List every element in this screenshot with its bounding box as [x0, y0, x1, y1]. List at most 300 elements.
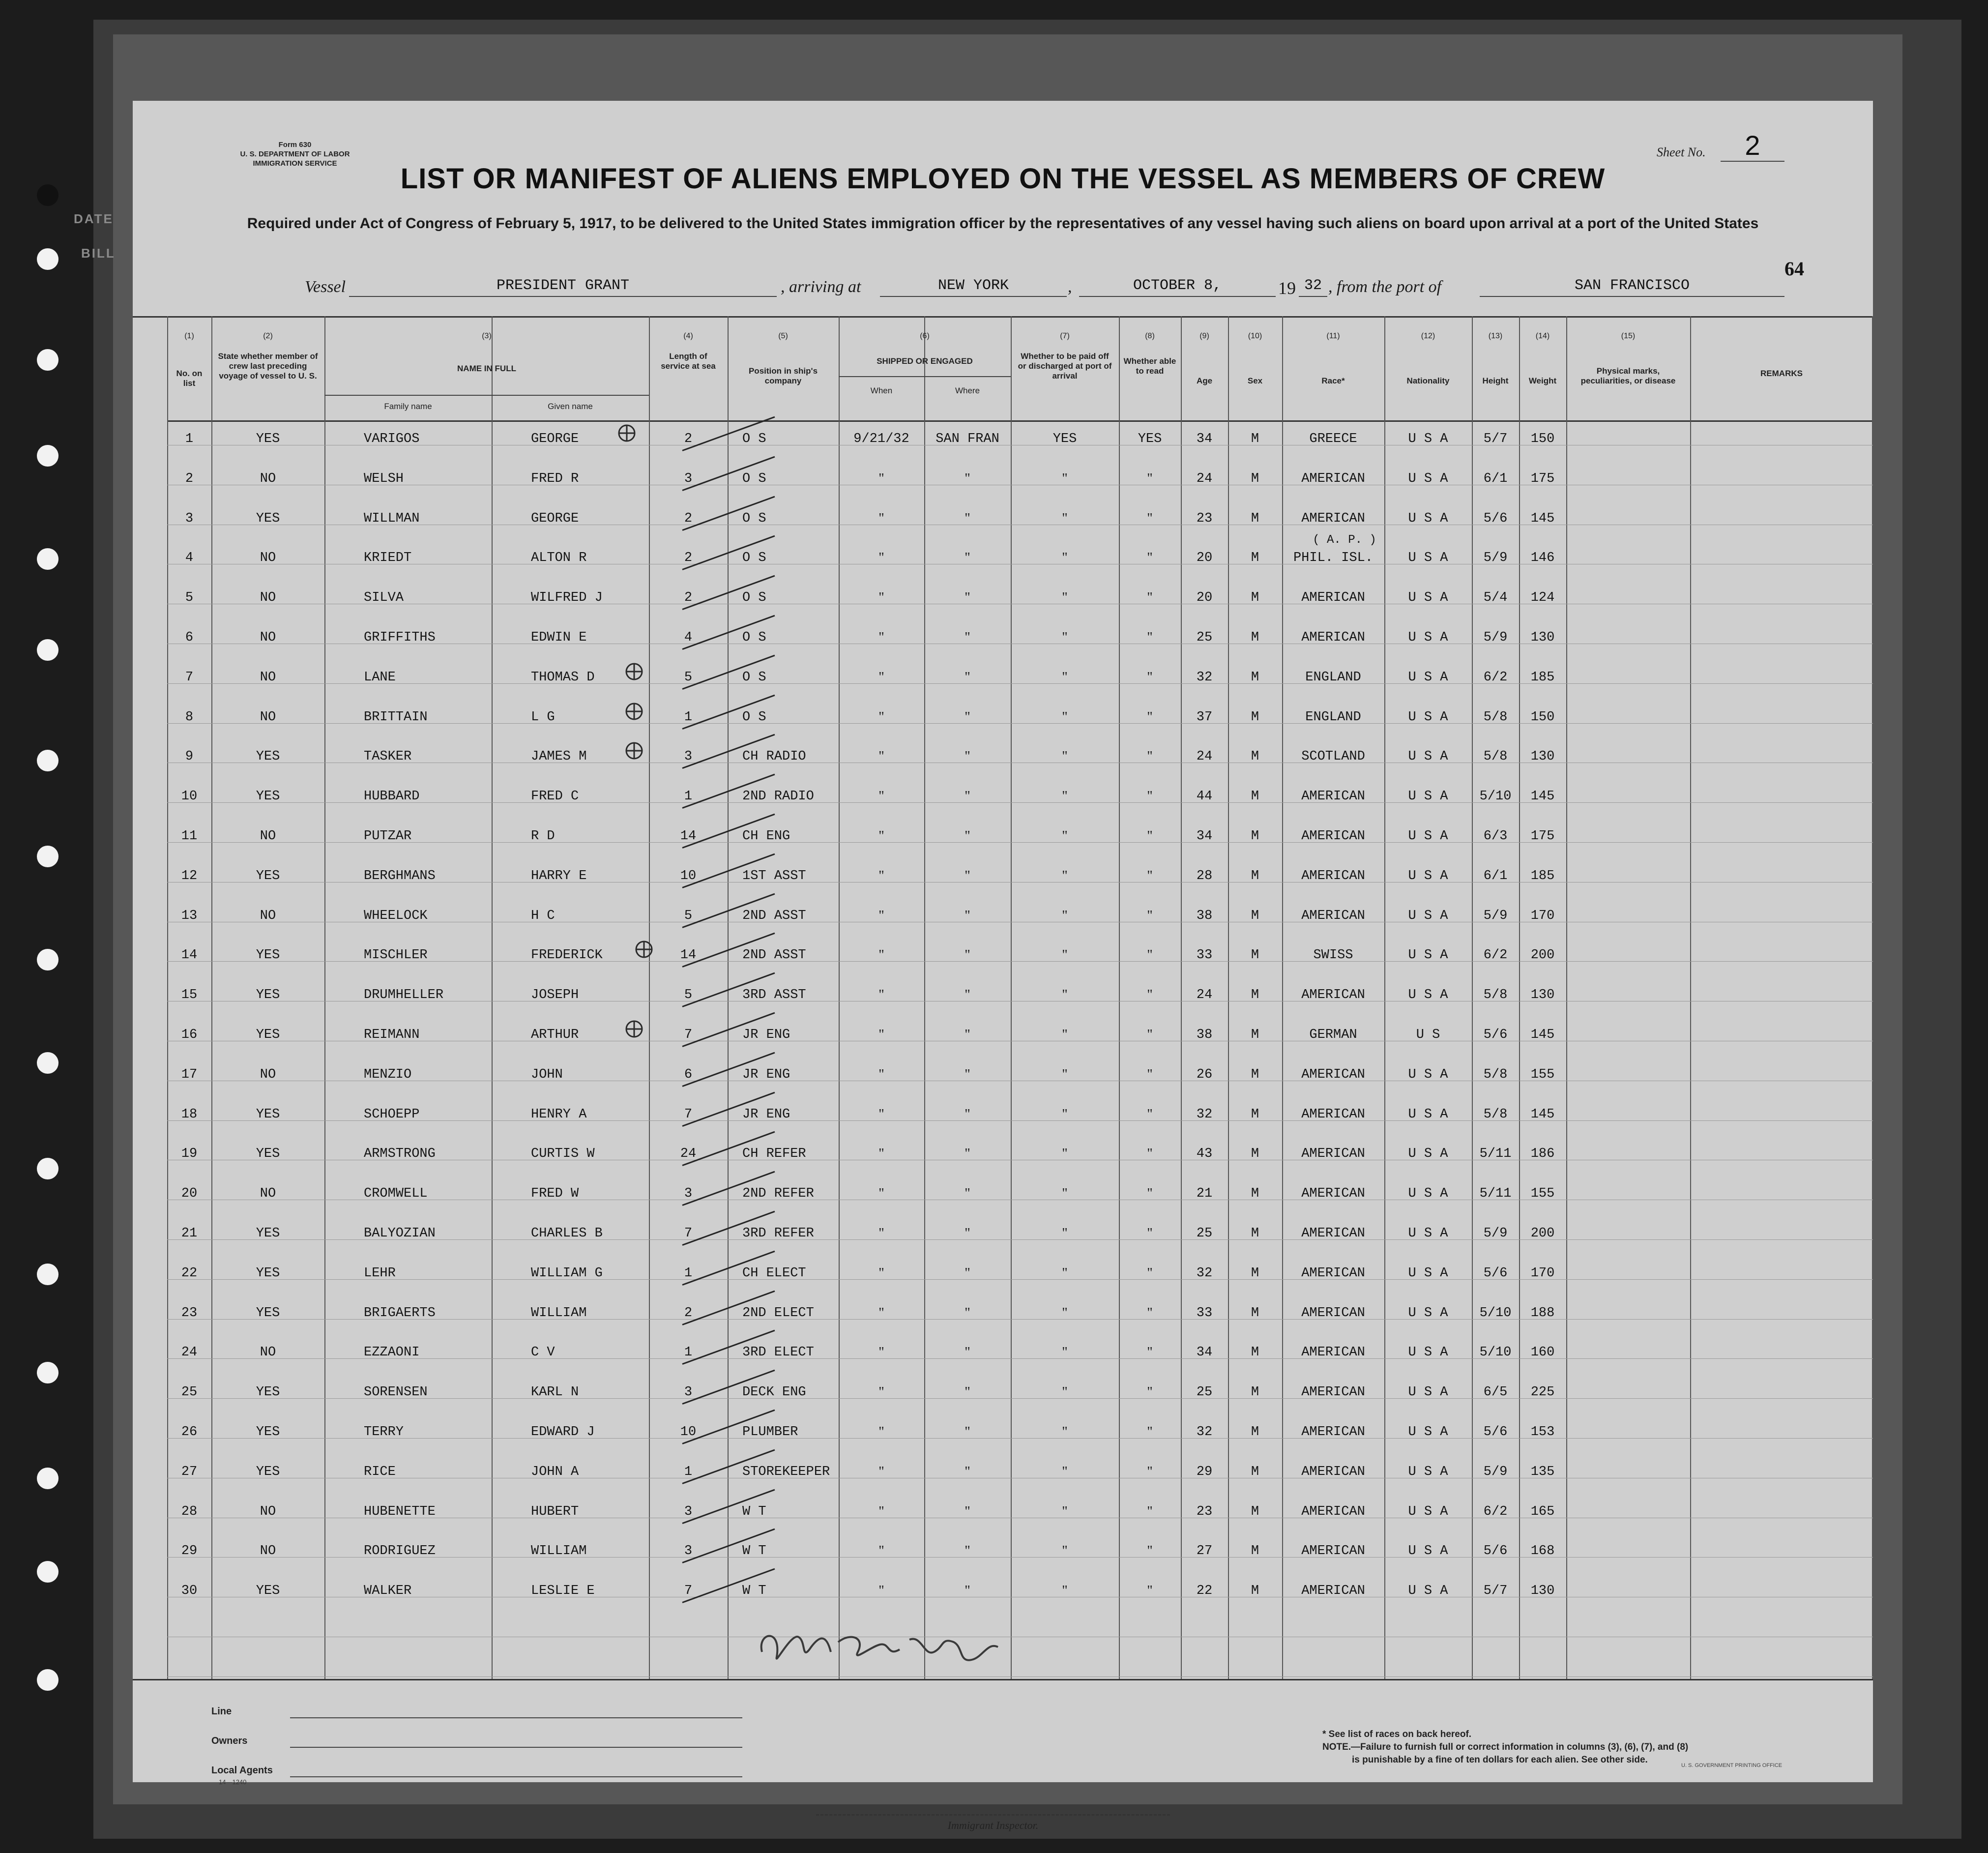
cell-service: 2: [684, 511, 693, 526]
cell-age: 32: [1196, 1107, 1213, 1122]
binder-hole: [37, 445, 58, 467]
cell-paid: ": [1062, 908, 1068, 923]
cell-paid: ": [1062, 709, 1068, 725]
cell-service: 6: [684, 1067, 693, 1082]
cell-family: HUBBARD: [364, 789, 420, 804]
cell-height: 6/1: [1483, 471, 1508, 486]
cell-service: 1: [684, 709, 693, 725]
cell-when: ": [878, 630, 884, 645]
vessel-label: Vessel: [305, 278, 346, 296]
cell-nationality: U S A: [1408, 590, 1448, 606]
cell-read: ": [1147, 1186, 1153, 1202]
cell-where: ": [965, 1464, 970, 1479]
cell-where: ": [965, 590, 970, 606]
cell-given: JOHN: [531, 1067, 563, 1082]
cell-race: AMERICAN: [1301, 1425, 1365, 1440]
col3-header: NAME IN FULL: [457, 364, 516, 373]
cell-prev: NO: [260, 590, 276, 606]
cell-when: 9/21/32: [853, 432, 909, 446]
footer-owners-rule: [290, 1747, 742, 1748]
cell-sex: M: [1251, 1504, 1259, 1519]
binder-hole: [37, 349, 58, 371]
cell-race: AMERICAN: [1301, 1385, 1365, 1400]
cell-height: 5/6: [1483, 1425, 1508, 1440]
cell-service: 10: [680, 1425, 697, 1440]
cell-age: 37: [1196, 709, 1213, 725]
cell-given: FREDERICK: [531, 948, 603, 963]
cell-prev: NO: [260, 1544, 276, 1559]
cell-race: AMERICAN: [1301, 868, 1365, 883]
cell-paid: ": [1062, 1583, 1068, 1599]
column-rule: [1690, 316, 1691, 1679]
cell-sex: M: [1251, 789, 1259, 804]
cell-age: 20: [1196, 590, 1213, 606]
cell-read: ": [1147, 709, 1153, 725]
arriving-port: NEW YORK: [880, 275, 1067, 297]
cell-sex: M: [1251, 1464, 1259, 1479]
circled-cross-icon: [624, 1019, 644, 1039]
footer-agents-label: Local Agents: [211, 1765, 273, 1776]
cell-when: ": [878, 709, 884, 725]
column-rule: [728, 316, 729, 1679]
sheet-number-label: Sheet No.: [1657, 145, 1706, 159]
cell-paid: ": [1062, 868, 1068, 883]
cell-no: 18: [181, 1107, 198, 1122]
cell-age: 23: [1196, 511, 1213, 526]
cell-race: AMERICAN: [1301, 1226, 1365, 1241]
cell-race: AMERICAN: [1301, 1107, 1365, 1122]
col1-number: (1): [184, 332, 194, 340]
cell-given: WILLIAM: [531, 1544, 587, 1559]
cell-race: AMERICAN: [1301, 1345, 1365, 1360]
cell-given: WILLIAM: [531, 1305, 587, 1321]
cell-height: 5/8: [1483, 1107, 1508, 1122]
cell-no: 22: [181, 1265, 198, 1281]
cell-service: 3: [684, 471, 693, 486]
cell-height: 6/2: [1483, 948, 1508, 963]
cell-sex: M: [1251, 511, 1259, 526]
cell-family: BERGHMANS: [364, 868, 436, 883]
cell-prev: YES: [256, 1107, 280, 1122]
cell-family: GRIFFITHS: [364, 630, 436, 645]
cell-family: BRIGAERTS: [364, 1305, 436, 1321]
cell-prev: YES: [256, 749, 280, 765]
cell-race: AMERICAN: [1301, 1464, 1365, 1479]
cell-paid: ": [1062, 1305, 1068, 1321]
cell-given: ALTON R: [531, 551, 587, 566]
circled-cross-icon: [617, 423, 637, 443]
inspector-rule: [816, 1814, 1170, 1816]
cell-where: ": [965, 908, 970, 923]
circled-cross-icon: [624, 741, 644, 761]
column-rule: [1566, 316, 1567, 1679]
from-port: SAN FRANCISCO: [1480, 275, 1784, 297]
cell-race: AMERICAN: [1301, 630, 1365, 645]
cell-where: ": [965, 789, 970, 804]
page-number: 64: [1784, 258, 1804, 280]
col9-header: Age: [1196, 376, 1213, 385]
cell-read: YES: [1138, 432, 1162, 446]
cell-service: 3: [684, 1504, 693, 1519]
cell-given: THOMAS D: [531, 670, 595, 685]
cell-age: 32: [1196, 1425, 1213, 1440]
cell-given: EDWIN E: [531, 630, 587, 645]
cell-nationality: U S A: [1408, 670, 1448, 685]
binder-hole: [37, 1158, 58, 1179]
binder-hole: [37, 1561, 58, 1583]
cell-height: 5/8: [1483, 1067, 1508, 1082]
cell-age: 28: [1196, 868, 1213, 883]
cell-position: CH REFER: [742, 1147, 806, 1162]
cell-family: SORENSEN: [364, 1385, 428, 1400]
binder-hole-dark: [37, 184, 58, 206]
cell-position: W T: [742, 1584, 766, 1599]
printing-office: U. S. GOVERNMENT PRINTING OFFICE: [1681, 1763, 1783, 1768]
cell-prev: YES: [256, 1226, 280, 1241]
cell-sex: M: [1251, 1584, 1259, 1599]
col3-number: (3): [482, 332, 492, 340]
manifest-title: LIST OR MANIFEST OF ALIENS EMPLOYED ON THE VESSEL AS MEMBERS OF CREW: [400, 163, 1606, 195]
cell-given: L G: [531, 709, 555, 725]
cell-when: ": [878, 590, 884, 606]
cell-age: 24: [1196, 988, 1213, 1003]
cell-no: 6: [185, 630, 194, 645]
cell-given: WILFRED J: [531, 590, 603, 606]
cell-height: 6/5: [1483, 1385, 1508, 1400]
cell-service: 14: [680, 829, 697, 844]
cell-read: ": [1147, 1424, 1153, 1440]
cell-sex: M: [1251, 988, 1259, 1003]
cell-service: 2: [684, 1305, 693, 1321]
cell-nationality: U S A: [1408, 630, 1448, 645]
cell-family: RODRIGUEZ: [364, 1544, 436, 1559]
cell-read: ": [1147, 1345, 1153, 1360]
cell-paid: ": [1062, 550, 1068, 566]
cell-weight: 188: [1530, 1305, 1555, 1321]
cell-race: AMERICAN: [1301, 1584, 1365, 1599]
cell-sex: M: [1251, 1226, 1259, 1241]
manifest-subtitle: Required under Act of Congress of February 5, 1917, to be delivered to the United States immigration officer by the representatives of any vessel having such aliens on board upon arrival at a port of the United States: [247, 215, 1759, 232]
cell-service: 2: [684, 551, 693, 566]
cell-paid: ": [1062, 1265, 1068, 1281]
cell-nationality: U S A: [1408, 908, 1448, 923]
cell-position: O S: [742, 511, 766, 526]
cell-where: ": [965, 550, 970, 566]
cell-position: JR ENG: [742, 1067, 790, 1082]
binder-hole: [37, 1264, 58, 1285]
cell-where: ": [965, 510, 970, 526]
cell-no: 3: [185, 511, 194, 526]
cell-when: ": [878, 1027, 884, 1042]
cell-family: LEHR: [364, 1265, 396, 1281]
cell-sex: M: [1251, 1265, 1259, 1281]
cell-position: CH ELECT: [742, 1265, 806, 1281]
circled-cross-icon: [624, 662, 644, 681]
cell-where: ": [965, 828, 970, 844]
binder-hole: [37, 1669, 58, 1691]
cell-height: 5/9: [1483, 1464, 1508, 1479]
vessel-name: PRESIDENT GRANT: [349, 275, 777, 297]
cell-nationality: U S A: [1408, 1147, 1448, 1162]
cell-read: ": [1147, 1384, 1153, 1400]
cell-age: 38: [1196, 908, 1213, 923]
cell-where: SAN FRAN: [936, 432, 999, 446]
col10-header: Sex: [1247, 376, 1263, 385]
cell-given: JOSEPH: [531, 988, 579, 1003]
col11-number: (11): [1326, 332, 1340, 340]
cell-height: 5/11: [1479, 1186, 1512, 1202]
cell-weight: 135: [1530, 1464, 1555, 1479]
cell-read: ": [1147, 590, 1153, 606]
footer-agents-code: 14—1240: [219, 1778, 247, 1786]
cell-age: 33: [1196, 1305, 1213, 1321]
cell-prev: NO: [260, 1186, 276, 1202]
cell-no: 4: [185, 551, 194, 566]
cell-read: ": [1147, 471, 1153, 486]
cell-prev: NO: [260, 829, 276, 844]
binder-hole: [37, 750, 58, 771]
cell-nationality: U S A: [1408, 709, 1448, 725]
cell-sex: M: [1251, 908, 1259, 923]
cell-weight: 124: [1530, 590, 1555, 606]
cell-when: ": [878, 868, 884, 883]
cell-sex: M: [1251, 1107, 1259, 1122]
cell-prev: YES: [256, 1385, 280, 1400]
cell-read: ": [1147, 630, 1153, 645]
cell-family: MENZIO: [364, 1067, 412, 1082]
form-department: U. S. DEPARTMENT OF LABOR: [240, 150, 350, 158]
cell-nationality: U S A: [1408, 1305, 1448, 1321]
cell-weight: 145: [1530, 1028, 1555, 1042]
col13-number: (13): [1488, 332, 1503, 340]
cell-paid: ": [1062, 1543, 1068, 1559]
footer-line-rule: [290, 1717, 742, 1718]
table-top-rule: [133, 316, 1873, 318]
cell-weight: 130: [1530, 630, 1555, 645]
cell-where: ": [965, 1305, 970, 1321]
cell-where: ": [965, 1583, 970, 1599]
cell-where: ": [965, 1186, 970, 1202]
cell-family: EZZAONI: [364, 1345, 420, 1360]
cell-read: ": [1147, 1265, 1153, 1281]
cell-read: ": [1147, 1066, 1153, 1082]
cell-race: AMERICAN: [1301, 511, 1365, 526]
cell-weight: 130: [1530, 1584, 1555, 1599]
col4-number: (4): [683, 332, 693, 340]
cell-prev: YES: [256, 1147, 280, 1162]
cell-no: 20: [181, 1186, 198, 1202]
cell-given: FRED R: [531, 471, 579, 486]
sheet-number-value: 2: [1721, 130, 1784, 162]
cell-race: AMERICAN: [1301, 1265, 1365, 1281]
col5-header: Position in ship's company: [748, 366, 818, 385]
cell-no: 19: [181, 1147, 198, 1162]
cell-position: 3RD ELECT: [742, 1345, 814, 1360]
cell-read: ": [1147, 510, 1153, 526]
table-bottom-rule: [133, 1679, 1873, 1680]
cell-given: GEORGE: [531, 432, 579, 446]
col15-number: (15): [1621, 332, 1636, 340]
cell-service: 7: [684, 1107, 693, 1122]
cell-service: 3: [684, 1385, 693, 1400]
cell-position: W T: [742, 1504, 766, 1519]
penalty-note-2: is punishable by a fine of ten dollars for each alien. See other side.: [1352, 1755, 1648, 1765]
cell-height: 5/8: [1483, 709, 1508, 725]
cell-read: ": [1147, 1464, 1153, 1479]
cell-sex: M: [1251, 948, 1259, 963]
cell-paid: ": [1062, 669, 1068, 685]
cell-where: ": [965, 630, 970, 645]
cell-race: SWISS: [1313, 948, 1353, 963]
cell-height: 5/9: [1483, 551, 1508, 566]
cell-where: ": [965, 1384, 970, 1400]
col8-header: Whether able to read: [1123, 356, 1176, 376]
cell-weight: 175: [1530, 471, 1555, 486]
cell-weight: 160: [1530, 1345, 1555, 1360]
form-service: IMMIGRATION SERVICE: [253, 159, 337, 168]
cell-service: 14: [680, 948, 697, 963]
cell-weight: 155: [1530, 1186, 1555, 1202]
cell-service: 5: [684, 670, 693, 685]
cell-prev: YES: [256, 988, 280, 1003]
cell-nationality: U S A: [1408, 1544, 1448, 1559]
col3a-header: Family name: [384, 402, 432, 411]
cell-when: ": [878, 1543, 884, 1559]
cell-race: SCOTLAND: [1301, 749, 1365, 765]
cell-family: WALKER: [364, 1584, 412, 1599]
form-number: Form 630: [278, 141, 312, 149]
cell-where: ": [965, 987, 970, 1003]
cell-given: CURTIS W: [531, 1147, 595, 1162]
cell-age: 25: [1196, 1226, 1213, 1241]
cell-race: AMERICAN: [1301, 1305, 1365, 1321]
cell-no: 7: [185, 670, 194, 685]
cell-race: AMERICAN: [1301, 1544, 1365, 1559]
cell-weight: 153: [1530, 1425, 1555, 1440]
cell-family: RICE: [364, 1464, 396, 1479]
cell-service: 7: [684, 1028, 693, 1042]
cell-family: REIMANN: [364, 1028, 420, 1042]
cell-race: PHIL. ISL.: [1293, 551, 1374, 566]
cell-sex: M: [1251, 432, 1259, 446]
cell-nationality: U S A: [1408, 868, 1448, 883]
cell-given: HUBERT: [531, 1504, 579, 1519]
cell-race: AMERICAN: [1301, 829, 1365, 844]
cell-paid: ": [1062, 1424, 1068, 1440]
cell-no: 29: [181, 1544, 198, 1559]
cell-paid: ": [1062, 510, 1068, 526]
cell-position: 3RD REFER: [742, 1226, 814, 1241]
cell-sex: M: [1251, 1544, 1259, 1559]
col6-number: (6): [920, 332, 930, 340]
cell-race: AMERICAN: [1301, 789, 1365, 804]
cell-weight: 200: [1530, 948, 1555, 963]
cell-no: 16: [181, 1028, 198, 1042]
cell-race: AMERICAN: [1301, 1067, 1365, 1082]
cell-nationality: U S A: [1408, 1067, 1448, 1082]
cell-no: 5: [185, 590, 194, 606]
cell-prev: YES: [256, 432, 280, 446]
cell-weight: 145: [1530, 1107, 1555, 1122]
binder-hole: [37, 639, 58, 661]
col6-header: SHIPPED OR ENGAGED: [877, 356, 973, 366]
cell-when: ": [878, 947, 884, 963]
cell-position: 2ND ELECT: [742, 1305, 814, 1321]
cell-race: GERMAN: [1309, 1028, 1357, 1042]
cell-nationality: U S A: [1408, 1107, 1448, 1122]
inspector-label: Immigrant Inspector.: [947, 1819, 1039, 1831]
cell-height: 5/10: [1479, 789, 1512, 804]
cell-paid: ": [1062, 947, 1068, 963]
cell-position: O S: [742, 709, 766, 725]
cell-given: EDWARD J: [531, 1425, 595, 1440]
cell-weight: 155: [1530, 1067, 1555, 1082]
cell-when: ": [878, 1146, 884, 1162]
cell-when: ": [878, 1066, 884, 1082]
cell-weight: 186: [1530, 1147, 1555, 1162]
cell-when: ": [878, 1384, 884, 1400]
cell-height: 5/8: [1483, 988, 1508, 1003]
circled-cross-icon: [624, 702, 644, 721]
shipped-subheader-rule: [839, 376, 1011, 377]
cell-where: ": [965, 1106, 970, 1122]
cell-weight: 225: [1530, 1385, 1555, 1400]
cell-age: 21: [1196, 1186, 1213, 1202]
cell-race: ENGLAND: [1305, 709, 1361, 725]
cell-position: O S: [742, 590, 766, 606]
cell-nationality: U S A: [1408, 551, 1448, 566]
cell-service: 7: [684, 1226, 693, 1241]
cell-paid: ": [1062, 789, 1068, 804]
binder-hole: [37, 1468, 58, 1489]
col12-number: (12): [1421, 332, 1435, 340]
cell-prev: NO: [260, 709, 276, 725]
cell-nationality: U S A: [1408, 789, 1448, 804]
cell-prev: YES: [256, 511, 280, 526]
cell-read: ": [1147, 1146, 1153, 1162]
cell-given: KARL N: [531, 1385, 579, 1400]
cell-height: 5/6: [1483, 1028, 1508, 1042]
cell-height: 6/3: [1483, 829, 1508, 844]
cell-no: 2: [185, 471, 194, 486]
col15-header: Physical marks, peculiarities, or disease: [1580, 366, 1676, 385]
cell-weight: 185: [1530, 868, 1555, 883]
col6a-header: When: [870, 386, 893, 395]
binder-hole: [37, 248, 58, 270]
cell-no: 25: [181, 1385, 198, 1400]
cell-race: ENGLAND: [1305, 670, 1361, 685]
cell-race: AMERICAN: [1301, 1186, 1365, 1202]
cell-sex: M: [1251, 829, 1259, 844]
cell-paid: ": [1062, 1464, 1068, 1479]
cell-position: 3RD ASST: [742, 988, 806, 1003]
cell-paid: ": [1062, 1345, 1068, 1360]
cell-paid: ": [1062, 630, 1068, 645]
cell-position: CH ENG: [742, 829, 790, 844]
cell-paid: ": [1062, 1186, 1068, 1202]
cell-nationality: U S A: [1408, 1345, 1448, 1360]
cell-read: ": [1147, 789, 1153, 804]
cell-nationality: U S A: [1408, 829, 1448, 844]
col1-header: No. on list: [176, 369, 203, 388]
cell-read: ": [1147, 1106, 1153, 1122]
cell-height: 6/1: [1483, 868, 1508, 883]
arrival-date: OCTOBER 8,: [1079, 275, 1276, 297]
cell-when: ": [878, 1464, 884, 1479]
cell-where: ": [965, 1146, 970, 1162]
cell-weight: 170: [1530, 1265, 1555, 1281]
cell-when: ": [878, 828, 884, 844]
